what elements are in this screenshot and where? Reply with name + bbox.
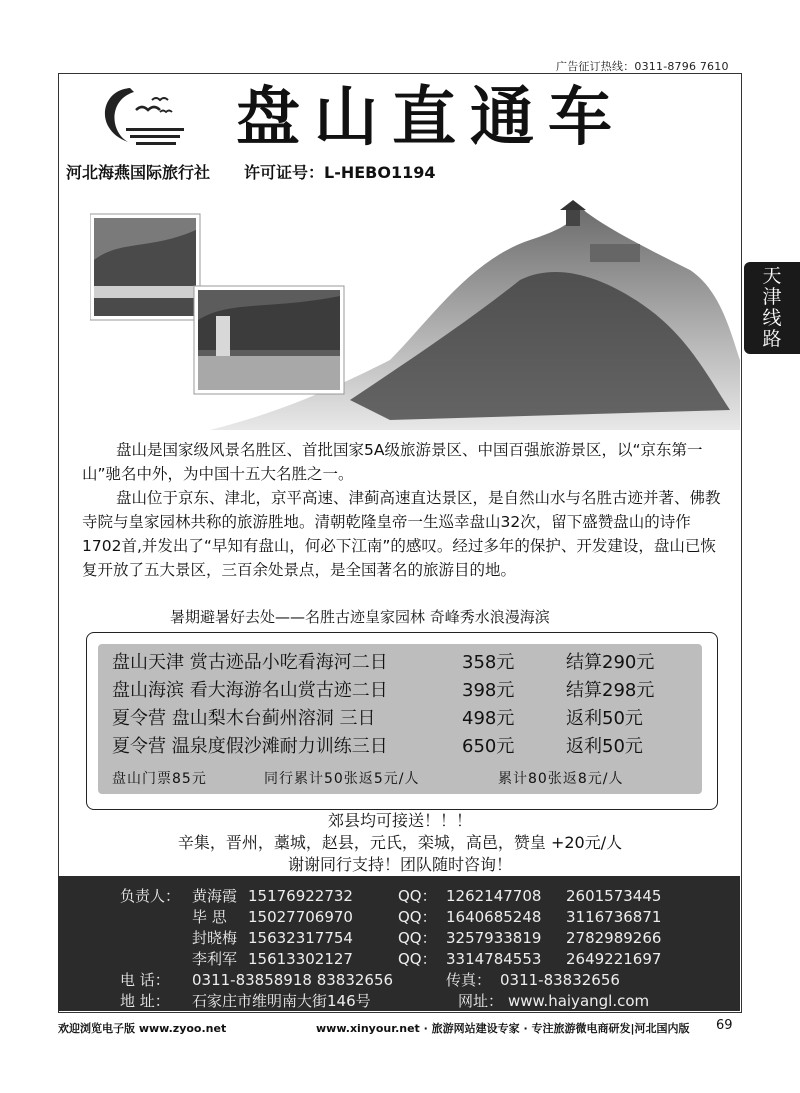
- contact-name: 毕 思: [192, 908, 227, 926]
- contact-phone: 15613302127: [248, 950, 353, 968]
- route-category-tab: [744, 262, 800, 354]
- contact-qq: 3257933819: [446, 929, 542, 947]
- route-name: 夏令营 温泉度假沙滩耐力训练三日: [112, 736, 388, 757]
- contact-qq: 1262147708: [446, 887, 542, 905]
- qq-label: QQ：: [398, 887, 437, 905]
- side-tab-char: 天: [762, 265, 782, 287]
- contact-qq-2: 2649221697: [566, 950, 662, 968]
- page-number: 69: [716, 1018, 733, 1033]
- agency-name: 河北海燕国际旅行社: [66, 163, 211, 182]
- contact-qq-2: 2601573445: [566, 887, 662, 905]
- ad-title: 盘山直通车: [236, 81, 626, 155]
- side-tab-char: 路: [762, 328, 782, 350]
- route-price: 358元: [462, 652, 515, 673]
- website: www.haiyangl.com: [508, 992, 650, 1010]
- telephone-label: 电 话：: [120, 971, 170, 989]
- route-name: 盘山海滨 看大海游名山赏古迹二日: [112, 680, 388, 701]
- telephone-numbers: 0311-83858918 83832656: [192, 971, 394, 989]
- rebate-80: 累计80张返8元/人: [498, 771, 624, 787]
- waterfall-photo-1: [90, 214, 200, 320]
- rebate-50: 同行累计50张返5元/人: [264, 771, 420, 787]
- ticket-price: 盘山门票85元: [112, 771, 207, 787]
- contact-name: 黄海霞: [192, 887, 238, 905]
- pickup-towns: 辛集，晋州，藁城，赵县，元氏，栾城，高邑，赞皇 +20元/人: [177, 833, 623, 852]
- panshan-scenery-image: [90, 200, 740, 430]
- route-settlement: 结算298元: [566, 680, 655, 701]
- intro-paragraph-2: [82, 486, 722, 582]
- intro-paragraph-1: [82, 438, 722, 486]
- contact-qq-2: 2782989266: [566, 929, 662, 947]
- pickup-thanks: 谢谢同行支持！团队随时咨询！: [287, 855, 512, 874]
- contact-phone: 15176922732: [248, 887, 353, 905]
- contact-qq: 1640685248: [446, 908, 542, 926]
- qq-label: QQ：: [398, 908, 437, 926]
- footer-right-text: www.xinyour.net · 旅游网站建设专家 · 专注旅游微电商研发|河北国内版: [316, 1022, 690, 1035]
- contact-label: 负责人：: [120, 887, 181, 905]
- fax-number: 0311-83832656: [500, 971, 620, 989]
- route-price: 398元: [462, 680, 515, 701]
- fax-label: 传真：: [446, 971, 492, 989]
- address: 石家庄市维明南大街146号: [192, 992, 371, 1010]
- contact-phone: 15632317754: [248, 929, 353, 947]
- intro-text-1: 盘山是国家级风景名胜区、首批国家5A级旅游景区、中国百强旅游景区，以“京东第一山”驰名中外，为中国十五大名胜之一。: [82, 441, 703, 483]
- route-row: [112, 734, 643, 760]
- route-row: [112, 650, 654, 676]
- website-label: 网址：: [458, 992, 504, 1010]
- route-settlement: 结算290元: [566, 652, 655, 673]
- qq-label: QQ：: [398, 950, 437, 968]
- side-tab-char: 津: [762, 286, 782, 308]
- footer-left-text: 欢迎浏览电子版 www.zyoo.net: [58, 1022, 227, 1035]
- side-tab-char: 线: [762, 307, 782, 329]
- pickup-headline: 郊县均可接送！！！: [327, 811, 472, 830]
- contact-qq-2: 3116736871: [566, 908, 662, 926]
- license-number: 许可证号：L-HEBO1194: [244, 163, 436, 182]
- contact-qq: 3314784553: [446, 950, 542, 968]
- contact-phone: 15027706970: [248, 908, 353, 926]
- agency-logo: [90, 80, 190, 150]
- qq-label: QQ：: [398, 929, 437, 947]
- route-name: 盘山天津 赏古迹品小吃看海河二日: [112, 652, 388, 673]
- ad-hotline: 广告征订热线：0311-8796 7610: [556, 60, 729, 73]
- ticket-rebate-line: [112, 768, 623, 788]
- promo-subline: 暑期避暑好去处——名胜古迹皇家园林 奇峰秀水浪漫海滨: [170, 608, 550, 626]
- route-name: 夏令营 盘山梨木台蓟州溶洞 三日: [112, 708, 376, 729]
- route-settlement: 返利50元: [566, 736, 643, 757]
- waterfall-photo-2: [194, 286, 344, 394]
- route-settlement: 返利50元: [566, 708, 643, 729]
- intro-text-2: 盘山位于京东、津北，京平高速、津蓟高速直达景区，是自然山水与名胜古迹并著、佛教寺院与皇家园林共称的旅游胜地。清朝乾隆皇帝一生巡幸盘山32次，留下盛赞盘山的诗作1702首,并发出了“早知有盘山，何必下江南”的感叹。经过多年的保护、开发建设，盘山已恢复开放了五大景区，三百余处景点，是全国著名的旅游目的地。: [82, 489, 721, 579]
- route-price: 498元: [462, 708, 515, 729]
- route-row: [112, 706, 643, 732]
- contact-name: 李利军: [192, 950, 238, 968]
- contact-name: 封晓梅: [192, 929, 238, 947]
- route-price: 650元: [462, 736, 515, 757]
- route-row: [112, 678, 654, 704]
- address-label: 地 址：: [120, 992, 170, 1010]
